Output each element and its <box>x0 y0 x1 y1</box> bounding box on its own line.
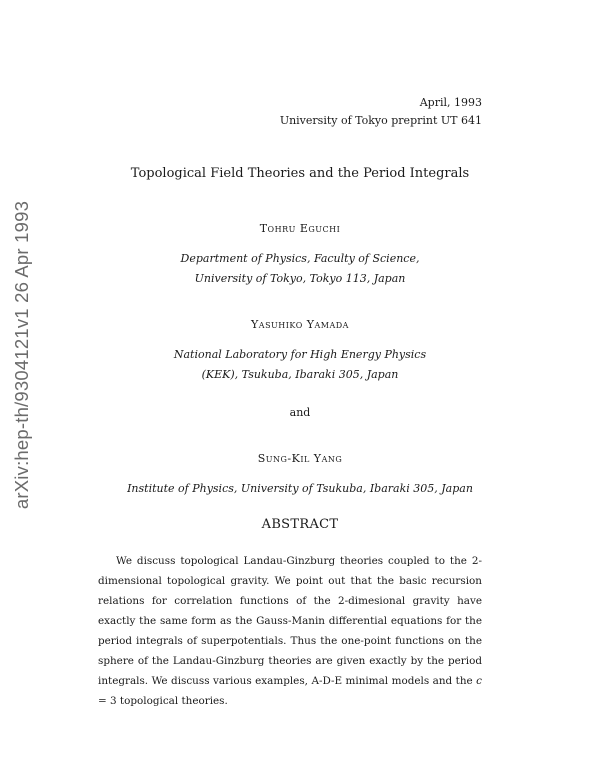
abstract-heading: ABSTRACT <box>261 517 339 532</box>
author-affiliation: (KEK), Tsukuba, Ibaraki 305, Japan <box>201 368 399 381</box>
author-name: Sung-Kil Yang <box>257 452 343 465</box>
author-affiliation: Department of Physics, Faculty of Science, <box>180 252 420 265</box>
preprint-number: University of Tokyo preprint UT 641 <box>279 114 482 127</box>
abstract-body <box>98 551 482 711</box>
arxiv-identifier-stamp <box>8 200 36 510</box>
central-charge-symbol: c <box>476 675 482 687</box>
author-affiliation: National Laboratory for High Energy Physics <box>173 348 427 361</box>
arxiv-identifier: arXiv:hep-th/9304121v1 26 Apr 1993 <box>11 200 32 510</box>
author-name: Tohru Eguchi <box>259 222 341 235</box>
paper-title: Topological Field Theories and the Period Integrals <box>130 166 470 181</box>
abstract-text-end: = 3 topological theories. <box>98 695 228 707</box>
abstract-text: We discuss topological Landau-Ginzburg theories coupled to the 2-dimensional topological gravity. We point out that the basic recursion relations for correlation functions of the 2-dimesional gravity have exactly the same form as the Gauss-Manin differential equations for the period integrals of superpotentials. Thus the one-point functions on the sphere of the Landau-Ginzburg theories are given exactly by the period integrals. We discuss various examples, A-D-E minimal models and the <box>98 555 482 687</box>
preprint-date: April, 1993 <box>419 96 482 109</box>
author-affiliation: University of Tokyo, Tokyo 113, Japan <box>194 272 406 285</box>
author-name: Yasuhiko Yamada <box>251 318 349 331</box>
author-conjunction: and <box>289 406 311 419</box>
author-affiliation: Institute of Physics, University of Tsukuba, Ibaraki 305, Japan <box>127 482 473 495</box>
